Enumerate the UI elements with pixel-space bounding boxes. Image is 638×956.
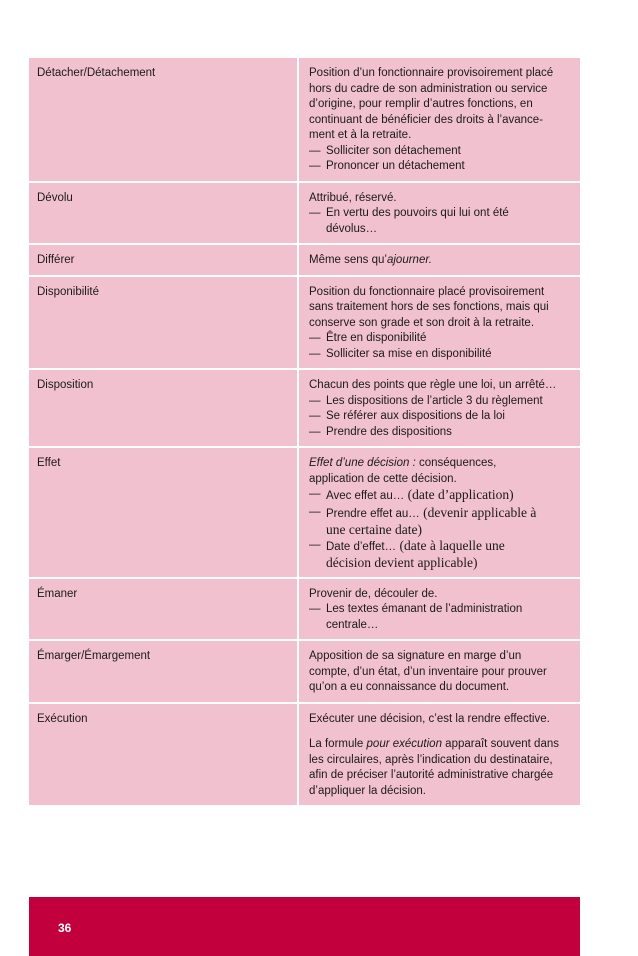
definition (299, 579, 580, 640)
glossary-row (29, 448, 580, 579)
definition (299, 704, 580, 806)
definition (299, 370, 580, 446)
definition-line: d’origine, pour remplir d’autres fonctions, en (309, 98, 533, 110)
example-line: — Se référer aux dispositions de la loi (309, 409, 572, 425)
definition-line: Exécuter une décision, c’est la rendre effective. (309, 712, 550, 725)
definition-line: continuant de bénéficier des droits à l’avance- (309, 113, 543, 126)
definition (299, 448, 580, 577)
example-line: — Les textes émanant de l’administration (309, 602, 572, 618)
definition-line: Chacun des points que règle une loi, un arrêté… (309, 379, 557, 391)
term: Exécution (29, 704, 299, 806)
definition-line: hors du cadre de son administration ou service (309, 82, 548, 95)
glossary-row (29, 245, 580, 277)
example-continuation: une certaine date) (326, 522, 422, 537)
definition-line (309, 253, 572, 269)
definition-line: Apposition de sa signature en marge d’un (309, 650, 522, 662)
definition-text: Même sens qu’ (309, 254, 387, 266)
glossary-row (29, 704, 580, 806)
definition-line: compte, d’un état, d’un inventaire pour prouver (309, 665, 547, 678)
term: Effet (29, 448, 299, 577)
definition-italic: Effet d’une décision : (309, 457, 416, 469)
definition-line: Position d’un fonctionnaire provisoirement placé (309, 67, 554, 79)
example-note: (date d’application) (404, 487, 514, 502)
definition-text: La formule (309, 738, 367, 750)
example-line: — Les dispositions de l’article 3 du règlement (309, 394, 572, 410)
definition-line: Provenir de, découler de. (309, 587, 438, 600)
definition-line: sans traitement hors de ses fonctions, mais qui (309, 301, 549, 313)
definition-italic: pour exécution (366, 738, 442, 750)
definition-line: Attribué, réservé. (309, 191, 397, 204)
definition-line: Position du fonctionnaire placé provisoirement (309, 285, 545, 298)
term: Disponibilité (29, 277, 299, 369)
example-line: — Prendre des dispositions (309, 425, 572, 441)
example-line: — Prononcer un détachement (309, 159, 572, 175)
definition-line: application de cette décision. (309, 472, 457, 485)
example-line: — Être en disponibilité (309, 331, 572, 347)
page-number: 36 (58, 921, 72, 935)
example-line (309, 487, 572, 505)
glossary-row (29, 579, 580, 642)
example-text: Prendre effet au… (326, 507, 420, 520)
example-line: — En vertu des pouvoirs qui lui ont été (309, 206, 572, 222)
example-line (309, 538, 572, 556)
definition-text: apparaît souvent dans (441, 738, 559, 750)
definition (299, 183, 580, 244)
glossary-row (29, 58, 580, 183)
term: Émaner (29, 579, 299, 640)
term: Émarger/Émargement (29, 641, 299, 702)
definition (299, 641, 580, 702)
term: Dévolu (29, 183, 299, 244)
term: Différer (29, 245, 299, 275)
definition (299, 58, 580, 181)
glossary-row (29, 183, 580, 246)
example-note: (date à laquelle une (396, 537, 505, 553)
definition (299, 245, 580, 275)
example-continuation: centrale… (326, 618, 379, 631)
term: Détacher/Détachement (29, 58, 299, 181)
definition-line (309, 456, 572, 472)
definition-line: d’appliquer la décision. (309, 784, 426, 797)
definition-line: conserve son grade et son droit à la retraite. (309, 316, 535, 329)
definition-line: les circulaires, après l’indication du destinataire, (309, 753, 553, 766)
example-text: Date d’effet… (326, 540, 397, 553)
paragraph-gap (309, 727, 572, 737)
example-continuation: dévolus… (326, 222, 378, 235)
example-text: Avec effet au… (326, 490, 405, 502)
definition-line: afin de préciser l’autorité administrative chargée (309, 769, 554, 781)
example-line (309, 505, 572, 523)
example-line: — Solliciter son détachement (309, 144, 572, 160)
term: Disposition (29, 370, 299, 446)
glossary-table (29, 58, 580, 805)
example-note: (devenir applicable à (419, 504, 537, 520)
example-continuation: décision devient applicable) (326, 555, 478, 570)
example-line: — Solliciter sa mise en disponibilité (309, 347, 572, 363)
definition-line (309, 737, 572, 753)
page-footer (29, 897, 580, 956)
definition (299, 277, 580, 369)
definition-line: qu’on a eu connaissance du document. (309, 681, 510, 693)
definition-line: ment et à la retraite. (309, 129, 412, 141)
definition-text: conséquences, (415, 457, 497, 469)
glossary-row (29, 370, 580, 448)
glossary-row (29, 641, 580, 704)
glossary-row (29, 277, 580, 371)
definition-italic: ajourner. (386, 254, 432, 266)
